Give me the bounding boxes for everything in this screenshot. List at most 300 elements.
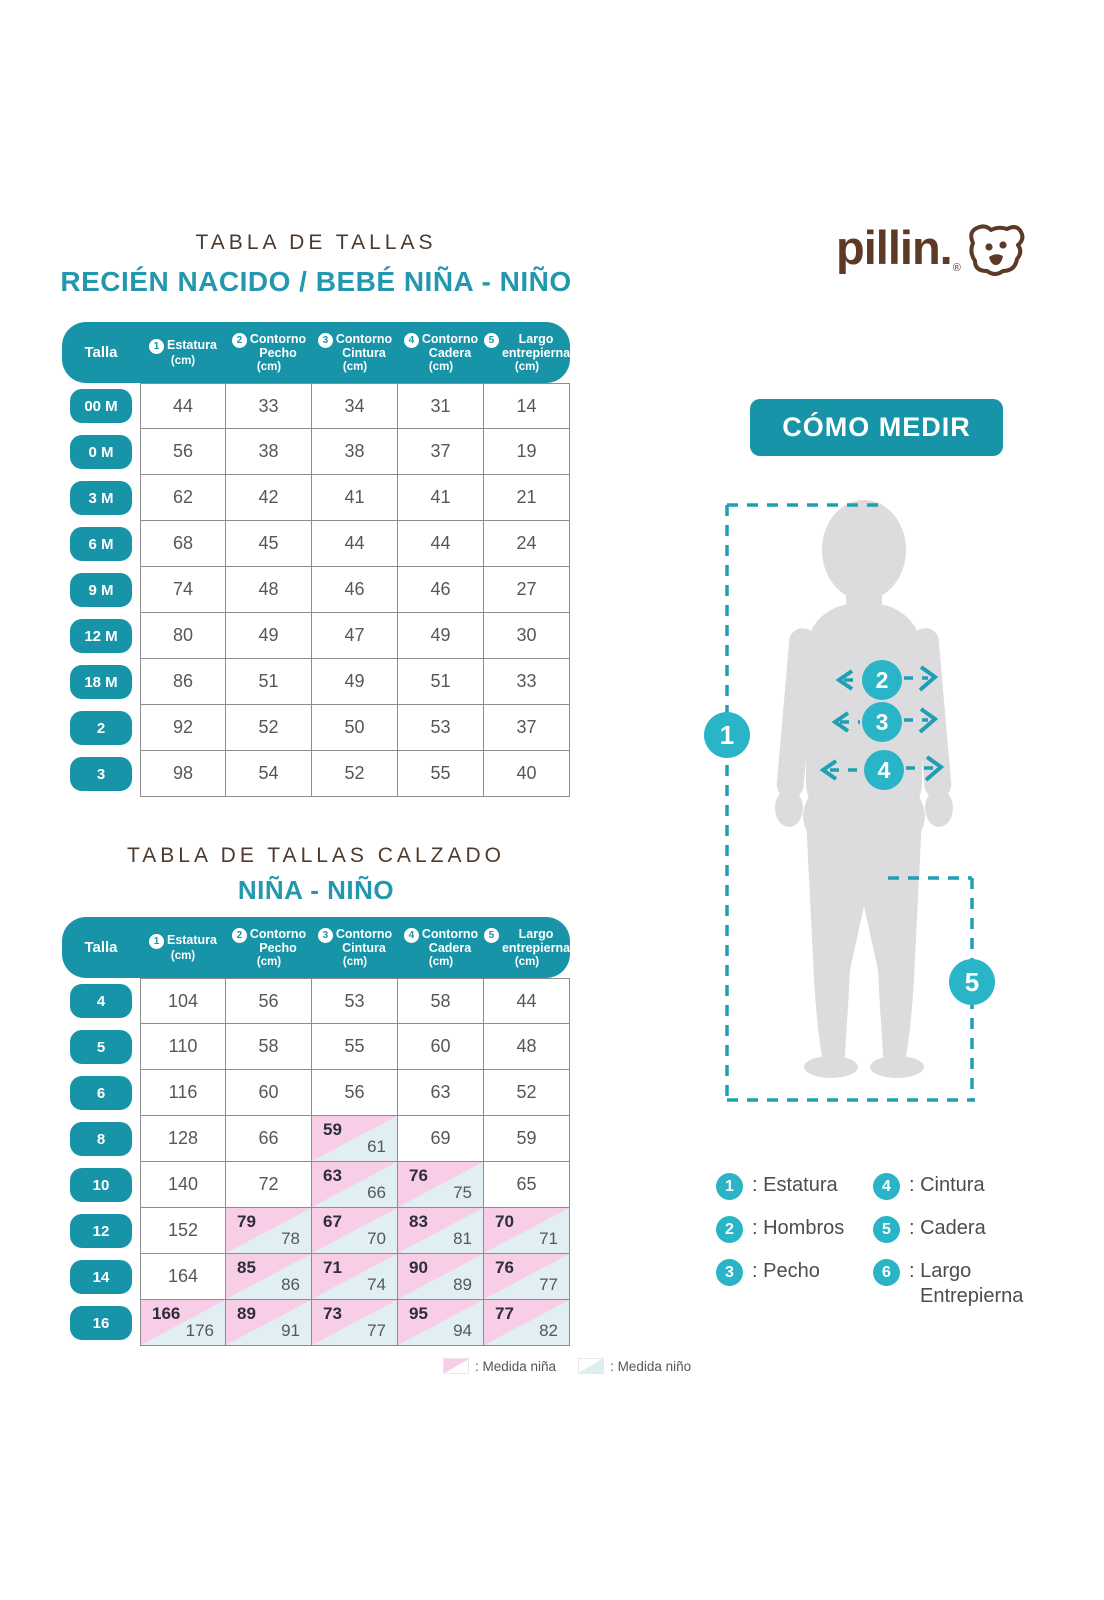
measurement-value: 49	[430, 625, 451, 645]
girl-value: 95	[409, 1304, 428, 1323]
measurement-cell	[484, 1024, 570, 1070]
measurement-cell	[398, 751, 484, 797]
table1-heading: TABLA DE TALLAS	[195, 231, 437, 254]
column-unit: (cm)	[170, 950, 196, 962]
column-label-text	[422, 332, 478, 361]
measurement-value: 104	[167, 990, 199, 1011]
measure-label-line1: : Hombros	[752, 1217, 845, 1239]
column-label-text	[250, 927, 306, 956]
column-label-line2: Pecho	[259, 346, 297, 360]
size-badge-cell	[62, 705, 140, 751]
measurement-cell-split	[226, 1300, 312, 1346]
measurement-value: 27	[516, 579, 537, 599]
measurement-cell	[312, 1024, 398, 1070]
table-row	[62, 1254, 570, 1300]
measurement-cell	[140, 475, 226, 521]
girl-value: 70	[495, 1212, 514, 1231]
girl-value: 89	[237, 1304, 256, 1323]
girl-value: 71	[323, 1258, 342, 1277]
measure-number-badge: 4	[873, 1173, 900, 1200]
measurement-value: 110	[168, 1036, 198, 1056]
column-header	[484, 332, 570, 374]
measurement-cell	[226, 659, 312, 705]
table-row	[62, 1162, 570, 1208]
measurement-value: 47	[344, 625, 365, 645]
measurement-value: 80	[172, 625, 194, 645]
table2-subheading: NIÑA - NIÑO	[237, 875, 395, 905]
measure-legend-item	[873, 1173, 1004, 1200]
measurement-cell-split	[398, 1162, 484, 1208]
measurement-value: 37	[516, 717, 537, 737]
measurement-value: 69	[430, 1128, 451, 1148]
measurement-cell	[226, 751, 312, 797]
column-label-line2: entrepierna	[501, 346, 571, 360]
measure-number-badge: 5	[873, 1216, 900, 1243]
measurement-cell	[140, 567, 226, 613]
measurement-value: 60	[430, 1036, 451, 1056]
measurement-figure	[690, 488, 1010, 1108]
dog-icon	[965, 222, 1027, 280]
column-unit: (cm)	[514, 361, 540, 374]
measurement-value: 63	[430, 1082, 451, 1102]
measurement-cell	[398, 659, 484, 705]
column-label-line2: Cintura	[342, 941, 386, 955]
size-badge: 12 M	[70, 619, 132, 653]
measurement-cell-split	[226, 1208, 312, 1254]
column-header-label	[318, 332, 392, 361]
boy-value: 61	[367, 1137, 386, 1156]
column-number-badge: 5	[484, 928, 499, 943]
boy-value: 89	[453, 1275, 472, 1294]
measurement-value: 51	[258, 671, 279, 691]
girl-value: 67	[323, 1212, 342, 1231]
measurement-cell	[226, 1162, 312, 1208]
table-row	[62, 613, 570, 659]
measurement-value: 62	[172, 487, 194, 507]
column-number-badge: 2	[232, 928, 247, 943]
column-header	[312, 927, 398, 969]
size-badge-cell	[62, 1254, 140, 1300]
table-header-row	[62, 322, 570, 383]
measure-label-line2: Entrepierna	[920, 1285, 1024, 1307]
column-label-line1: Contorno	[249, 331, 307, 346]
measurement-cell	[484, 475, 570, 521]
table-body	[62, 383, 570, 797]
size-badge: 8	[70, 1122, 132, 1156]
column-label-line1: Largo	[518, 926, 554, 941]
measure-label-line1: : Cadera	[909, 1217, 986, 1239]
measurement-cell	[398, 567, 484, 613]
measurement-cell	[398, 521, 484, 567]
column-number-badge: 1	[149, 339, 164, 354]
column-label-line2: Cintura	[342, 346, 386, 360]
boy-value: 71	[539, 1229, 558, 1248]
measurement-cell	[398, 429, 484, 475]
measurement-value: 66	[258, 1128, 279, 1148]
measurement-cell-split	[140, 1300, 226, 1346]
size-badge: 6	[70, 1076, 132, 1110]
girl-color-swatch	[443, 1358, 469, 1374]
table1-subheading: RECIÉN NACIDO / BEBÉ NIÑA - NIÑO	[60, 266, 572, 297]
measurement-value: 59	[516, 1128, 537, 1148]
boy-value: 75	[453, 1183, 472, 1202]
column-header-label	[232, 927, 306, 956]
measurement-cell-split	[398, 1254, 484, 1300]
boy-value: 66	[367, 1183, 386, 1202]
column-unit: (cm)	[342, 361, 368, 374]
measurement-cell	[226, 521, 312, 567]
size-badge: 00 M	[70, 389, 132, 423]
column-header-label	[318, 927, 392, 956]
size-badge-cell	[62, 521, 140, 567]
column-header-talla: Talla	[84, 939, 118, 956]
size-badge-cell	[62, 1208, 140, 1254]
boy-value: 70	[367, 1229, 386, 1248]
measurement-value: 48	[516, 1036, 537, 1056]
column-label-text	[336, 332, 392, 361]
measurement-value: 98	[172, 763, 194, 783]
measure-number-badge: 2	[716, 1216, 743, 1243]
size-badge: 5	[70, 1030, 132, 1064]
measurement-cell	[312, 567, 398, 613]
column-label-line2: Cadera	[428, 941, 472, 955]
measurement-cell	[484, 751, 570, 797]
table-header-row	[62, 917, 570, 978]
column-header-label	[484, 927, 570, 956]
measurement-cell	[226, 1024, 312, 1070]
column-header	[398, 927, 484, 969]
measurement-value: 41	[430, 487, 451, 507]
measurement-value: 56	[172, 441, 194, 461]
como-medir-button[interactable]: CÓMO MEDIR	[750, 399, 1003, 456]
table-row	[62, 751, 570, 797]
measurement-value: 38	[344, 441, 365, 461]
measurement-cell	[398, 978, 484, 1024]
girl-value: 77	[495, 1304, 514, 1323]
column-header	[398, 332, 484, 374]
column-label-line2: entrepierna	[501, 941, 571, 955]
column-label-line1: Contorno	[249, 926, 307, 941]
table-row	[62, 978, 570, 1024]
measurement-cell	[484, 659, 570, 705]
measurement-cell	[140, 429, 226, 475]
measurement-value: 30	[516, 625, 537, 645]
boy-value: 77	[367, 1321, 386, 1340]
girl-value: 166	[152, 1304, 181, 1323]
measure-legend-item	[716, 1259, 847, 1286]
column-number-badge: 3	[318, 333, 333, 348]
boy-value: 86	[281, 1275, 300, 1294]
measurement-cell	[226, 1070, 312, 1116]
column-label-text	[336, 927, 392, 956]
boy-color-swatch	[578, 1358, 604, 1374]
measurement-value: 49	[344, 671, 365, 691]
column-unit: (cm)	[514, 956, 540, 969]
measure-label-line1: : Pecho	[752, 1260, 820, 1282]
brand-wordmark: pillin.	[836, 221, 952, 274]
measurement-cell	[398, 705, 484, 751]
measurement-value: 42	[258, 487, 279, 507]
column-header	[484, 927, 570, 969]
measurement-value: 52	[258, 717, 279, 737]
size-badge: 16	[70, 1306, 132, 1340]
measurement-cell	[140, 978, 226, 1024]
boy-value: 82	[539, 1321, 558, 1340]
measurement-value: 56	[258, 990, 279, 1011]
measurement-cell-split	[312, 1254, 398, 1300]
size-badge: 2	[70, 711, 132, 745]
measurement-value: 44	[516, 990, 537, 1011]
size-badge-cell	[62, 659, 140, 705]
measurement-cell	[312, 475, 398, 521]
column-label-line1: Contorno	[421, 926, 479, 941]
measurement-cell	[226, 1116, 312, 1162]
registered-mark: ®	[952, 262, 961, 274]
measurement-value: 116	[168, 1082, 198, 1102]
measurement-cell-split	[312, 1300, 398, 1346]
measurement-value: 46	[344, 579, 365, 599]
girl-legend-label: : Medida niña	[475, 1358, 557, 1374]
measurement-value: 41	[344, 487, 365, 507]
measurement-cell	[398, 1070, 484, 1116]
measurement-value: 40	[516, 763, 537, 783]
measurement-cell	[484, 1116, 570, 1162]
boy-legend-label: : Medida niño	[610, 1358, 692, 1374]
measurement-value: 68	[172, 533, 194, 553]
column-number-badge: 3	[318, 928, 333, 943]
measure-legend-column	[873, 1173, 1024, 1309]
marker-4-number: 4	[877, 757, 891, 783]
table-row	[62, 521, 570, 567]
marker-2-number: 2	[875, 667, 889, 693]
column-header	[312, 332, 398, 374]
measurement-cell	[226, 429, 312, 475]
size-table-recien-nacido	[62, 322, 570, 797]
girl-value: 85	[237, 1258, 256, 1277]
measurement-cell-split	[312, 1116, 398, 1162]
column-label-text	[167, 338, 217, 352]
girl-value: 76	[409, 1166, 428, 1185]
size-badge: 9 M	[70, 573, 132, 607]
size-badge: 10	[70, 1168, 132, 1202]
measurement-value: 44	[344, 533, 365, 553]
size-badge: 3	[70, 757, 132, 791]
size-badge-cell	[62, 1024, 140, 1070]
measurement-value: 31	[430, 395, 451, 416]
column-header-label	[149, 933, 217, 949]
column-label-line1: Largo	[518, 331, 554, 346]
measurement-cell-split	[398, 1208, 484, 1254]
measurement-value: 86	[172, 671, 194, 691]
column-unit: (cm)	[428, 956, 454, 969]
measurement-cell	[484, 383, 570, 429]
measurement-value: 46	[430, 579, 451, 599]
size-badge: 3 M	[70, 481, 132, 515]
size-badge-cell	[62, 1162, 140, 1208]
measurement-cell	[140, 1254, 226, 1300]
measurement-cell	[312, 613, 398, 659]
measurement-cell	[226, 383, 312, 429]
girl-value: 63	[323, 1166, 342, 1185]
measure-legend	[716, 1173, 1024, 1309]
size-badge-cell	[62, 1070, 140, 1116]
table-row	[62, 1070, 570, 1116]
measurement-value: 50	[344, 717, 365, 737]
measurement-cell	[484, 521, 570, 567]
measurement-cell	[140, 521, 226, 567]
measurement-value: 58	[430, 990, 451, 1011]
marker-5-number: 5	[964, 967, 980, 997]
child-silhouette	[775, 500, 953, 1078]
size-badge-cell	[62, 1116, 140, 1162]
measurement-cell	[312, 659, 398, 705]
measure-label	[752, 1216, 844, 1241]
measurement-cell-split	[484, 1300, 570, 1346]
measurement-cell	[140, 613, 226, 659]
measure-label	[752, 1173, 838, 1198]
measurement-cell	[484, 613, 570, 659]
measure-label	[752, 1259, 820, 1284]
column-number-badge: 4	[404, 333, 419, 348]
girl-value: 79	[237, 1212, 256, 1231]
measurement-cell	[140, 751, 226, 797]
measurement-value: 24	[516, 533, 537, 553]
column-label-line2: Pecho	[259, 941, 297, 955]
column-label-text	[167, 933, 217, 947]
measurement-cell	[140, 1116, 226, 1162]
size-badge-cell	[62, 429, 140, 475]
measurement-cell	[312, 978, 398, 1024]
column-label-line1: Estatura	[166, 933, 218, 947]
table-row	[62, 429, 570, 475]
column-unit: (cm)	[170, 355, 196, 367]
measure-legend-item	[873, 1216, 1004, 1243]
measurement-cell	[226, 475, 312, 521]
girl-value: 83	[409, 1212, 428, 1231]
measure-label-line1: : Largo	[909, 1260, 972, 1282]
measure-number-badge: 6	[873, 1259, 900, 1286]
measure-legend-column	[716, 1173, 847, 1309]
legend-item-nino	[578, 1358, 691, 1374]
size-badge: 12	[70, 1214, 132, 1248]
column-header-label	[484, 332, 570, 361]
girl-value: 90	[409, 1258, 428, 1277]
measurement-cell	[312, 751, 398, 797]
boy-value: 176	[185, 1321, 214, 1340]
measurement-value: 38	[258, 441, 279, 461]
column-label-line1: Contorno	[335, 331, 393, 346]
marker-1-number: 1	[719, 720, 735, 750]
measurement-cell	[312, 429, 398, 475]
legend-item-nina	[443, 1358, 556, 1374]
column-header-label	[149, 338, 217, 354]
column-number-badge: 4	[404, 928, 419, 943]
girl-value: 73	[323, 1304, 342, 1323]
measurement-cell-split	[312, 1208, 398, 1254]
measurement-value: 33	[258, 395, 279, 416]
measurement-cell	[140, 1070, 226, 1116]
column-header-label	[232, 332, 306, 361]
table-row	[62, 1024, 570, 1070]
size-badge: 6 M	[70, 527, 132, 561]
measurement-cell	[226, 705, 312, 751]
size-badge: 0 M	[70, 435, 132, 469]
measurement-value: 72	[258, 1174, 279, 1194]
measurement-cell-split	[484, 1208, 570, 1254]
column-label-line2: Cadera	[428, 346, 472, 360]
boy-value: 78	[281, 1229, 300, 1248]
measurement-cell	[312, 1070, 398, 1116]
measurement-cell	[484, 567, 570, 613]
size-badge-cell	[62, 613, 140, 659]
measurement-cell-split	[398, 1300, 484, 1346]
measurement-value: 33	[516, 671, 537, 691]
table-row	[62, 567, 570, 613]
column-header	[226, 927, 312, 969]
girl-boy-legend	[443, 1358, 691, 1374]
measurement-value: 56	[344, 1082, 365, 1102]
measure-label	[909, 1216, 986, 1241]
measurement-value: 21	[516, 487, 537, 507]
measurement-cell	[140, 1024, 226, 1070]
boy-value: 94	[453, 1321, 472, 1340]
measurement-cell	[484, 705, 570, 751]
column-label-text	[422, 927, 478, 956]
table-row	[62, 1208, 570, 1254]
column-unit: (cm)	[256, 956, 282, 969]
table-row	[62, 659, 570, 705]
measurement-cell	[484, 1162, 570, 1208]
measurement-cell	[398, 475, 484, 521]
measurement-value: 92	[172, 717, 194, 737]
measurement-value: 152	[167, 1220, 199, 1240]
measurement-cell	[140, 1208, 226, 1254]
column-header	[140, 338, 226, 367]
table2-heading: TABLA DE TALLAS CALZADO	[127, 844, 505, 867]
measure-label-line1: : Estatura	[752, 1174, 838, 1196]
measurement-cell	[312, 705, 398, 751]
column-unit: (cm)	[342, 956, 368, 969]
measurement-cell	[140, 1162, 226, 1208]
column-unit: (cm)	[428, 361, 454, 374]
size-badge: 4	[70, 984, 132, 1018]
column-label-text	[502, 332, 570, 361]
column-header-label	[404, 332, 478, 361]
measurement-cell	[140, 705, 226, 751]
column-number-badge: 5	[484, 333, 499, 348]
size-badge-cell	[62, 567, 140, 613]
measurement-value: 49	[258, 625, 279, 645]
column-label-text	[502, 927, 570, 956]
measure-legend-item	[716, 1216, 847, 1243]
boy-value: 77	[539, 1275, 558, 1294]
column-header	[140, 933, 226, 962]
size-badge-cell	[62, 475, 140, 521]
measurement-cell	[140, 383, 226, 429]
column-label-line1: Estatura	[166, 338, 218, 352]
size-table-nina-nino	[62, 917, 570, 1346]
column-number-badge: 2	[232, 333, 247, 348]
measurement-value: 53	[430, 717, 451, 737]
marker-3-number: 3	[875, 709, 889, 735]
measurement-value: 44	[430, 533, 451, 553]
size-badge-cell	[62, 751, 140, 797]
measurement-cell	[398, 1024, 484, 1070]
column-unit: (cm)	[256, 361, 282, 374]
boy-value: 81	[453, 1229, 472, 1248]
measurement-value: 55	[344, 1036, 365, 1056]
measurement-value: 128	[167, 1128, 199, 1148]
